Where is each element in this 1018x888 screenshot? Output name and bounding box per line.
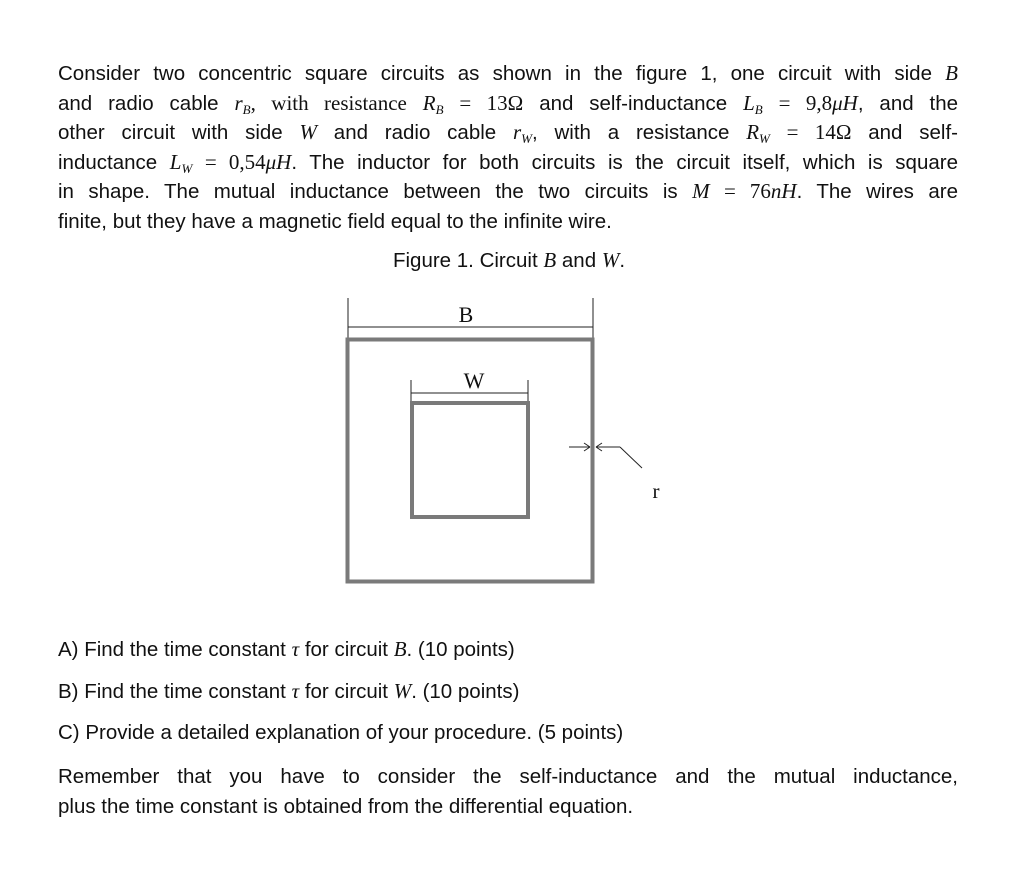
inner-side-label: W [463, 368, 485, 393]
statement-line-6: finite, but they have a magnetic field equal to the infinite wire. [58, 209, 612, 233]
r-leader-line [620, 447, 642, 468]
reminder-line-2: plus the time constant is obtained from the differential equation. [58, 794, 634, 818]
statement-line-5: in shape. The mutual inductance between the two circuits is M = 76nH. The wires are [58, 179, 959, 203]
statement-line-2: and radio cable $r_B$, with resistance $R_B = 13\Omega$ and self-inductance $L_B = 9,8\mu H$, and the [58, 90, 959, 117]
circuit-w-square [412, 403, 528, 517]
question-b: B) Find the time constant τ for circuit W. (10 points) [58, 679, 520, 703]
wire-radius-label: r [652, 479, 660, 503]
question-c: C) Provide a detailed explanation of your procedure. (5 points) [58, 721, 624, 744]
statement-line-4: inductance $L_W = 0,54\mu H$. The inductor for both circuits is the circuit itself, which is square [58, 149, 958, 176]
figure-caption: Figure 1. Circuit B and W. [392, 248, 626, 272]
question-a: A) Find the time constant τ for circuit B. (10 points) [58, 637, 515, 661]
statement-line-1: Consider two concentric square circuits as shown in the figure 1, one circuit with side B [58, 61, 958, 85]
reminder-paragraph [58, 762, 958, 821]
reminder-line-1: Remember that you have to consider the self-inductance and the mutual inductance, [58, 765, 958, 788]
statement-line-3: other circuit with side W and radio cable $r_W$, with a resistance $R_W = 14\Omega$ and self- [58, 120, 958, 146]
outer-side-label: B [458, 302, 474, 327]
